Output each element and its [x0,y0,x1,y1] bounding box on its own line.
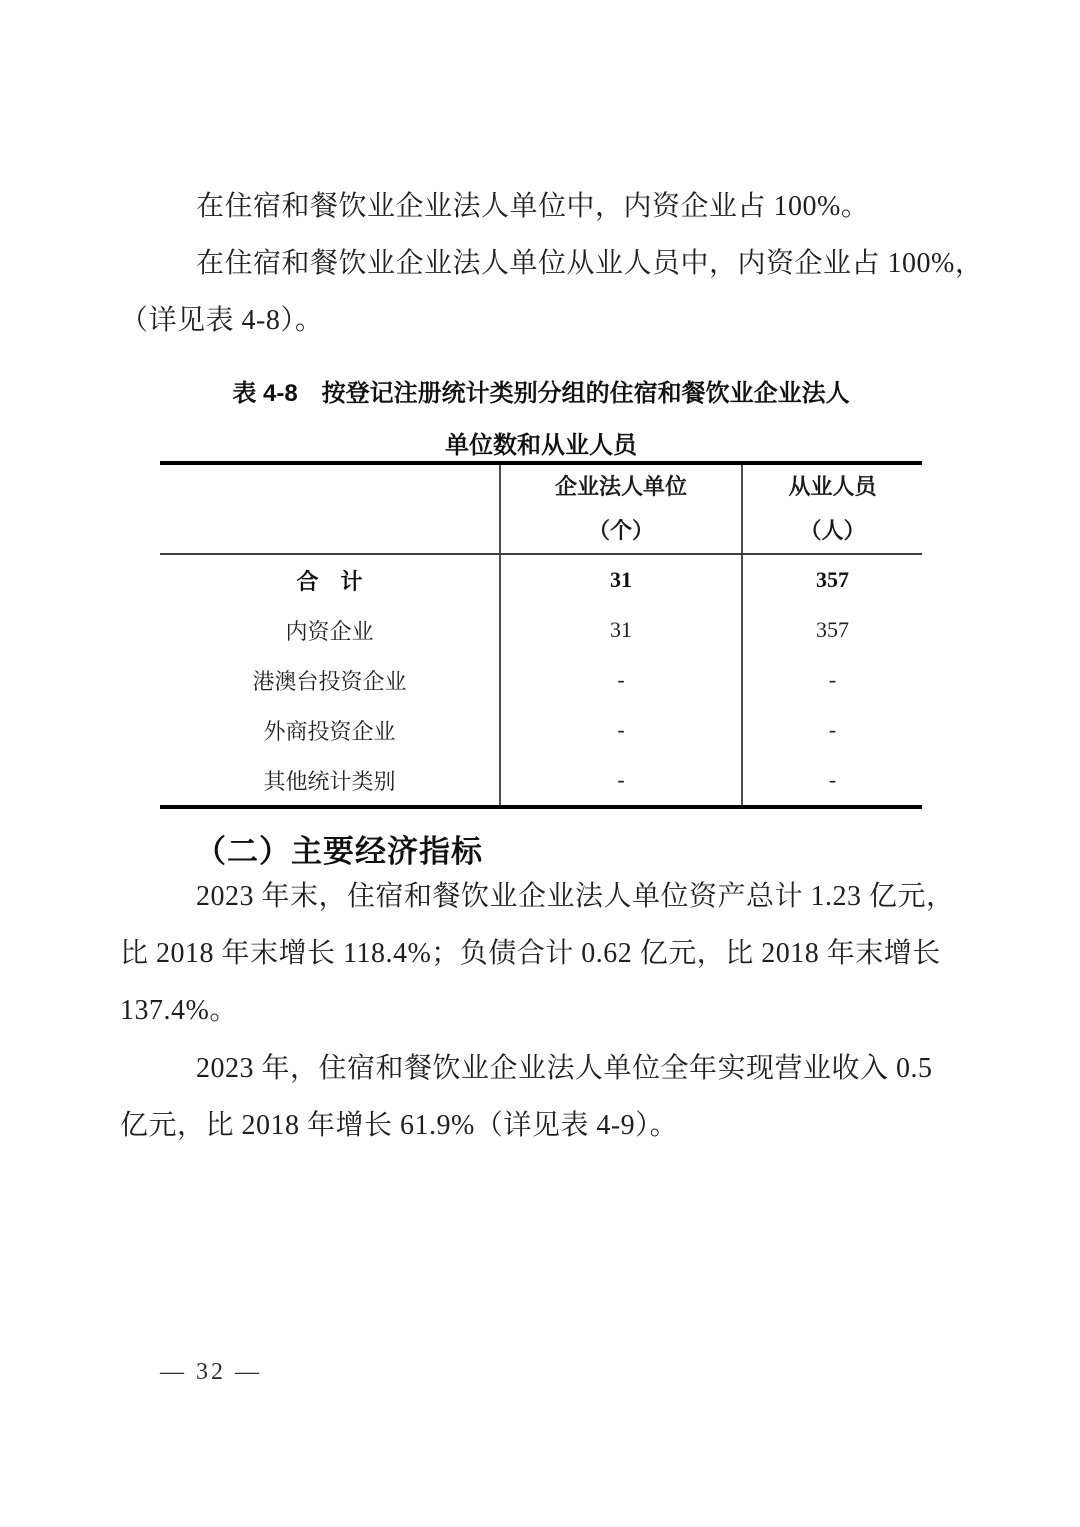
paragraph-line: 在住宿和餐饮业企业法人单位从业人员中，内资企业占 100%， [196,248,984,279]
units-cell: 31 [500,554,742,605]
paragraph-line: （详见表 4-8）。 [120,305,324,336]
table-header-row [160,463,922,554]
table-4-8 [160,461,922,809]
table-row [160,605,922,655]
persons-header-label: 从业人员 [788,474,877,499]
paragraph-3 [120,868,970,1039]
units-cell: - [500,705,742,755]
row-label-cell: 港澳台投资企业 [252,668,407,694]
table-header [160,463,922,554]
paragraph-line: 137.4%。 [120,995,238,1026]
paragraph-line: 在住宿和餐饮业企业法人单位中，内资企业占 100%。 [196,191,870,222]
table-body [160,554,922,807]
persons-header-cell [742,463,922,554]
paragraph-1 [120,178,970,235]
row-label-cell: 合 计 [296,568,363,594]
row-label-cell: 其他统计类别 [263,768,396,794]
row-label-cell: 外商投资企业 [263,718,396,744]
paragraph-4 [120,1040,970,1154]
table-title-line-1: 表 4-8 按登记注册统计类别分组的住宿和餐饮业企业法人 [232,380,850,407]
units-cell: 31 [500,605,742,655]
paragraph-line: 比 2018 年末增长 118.4%；负债合计 0.62 亿元，比 2018 年末增长 [120,938,941,969]
units-header-cell [500,463,742,554]
table-row [160,705,922,755]
table-title-line-2: 单位数和从业人员 [445,432,637,459]
persons-cell: 357 [742,605,922,655]
persons-cell: - [742,705,922,755]
table-row [160,655,922,705]
persons-header-unit: （人） [799,518,866,543]
units-cell: - [500,655,742,705]
top-paragraphs [120,178,984,349]
row-label-cell: 内资企业 [285,618,374,644]
table-row-total [160,554,922,605]
section-heading: （二）主要经济指标 [195,834,483,869]
paragraph-2 [120,235,984,349]
units-header-unit: （个） [587,518,654,543]
persons-cell: - [742,755,922,807]
paragraph-line: 2023 年末，住宿和餐饮业企业法人单位资产总计 1.23 亿元， [196,881,955,912]
units-header-label: 企业法人单位 [554,474,687,499]
paragraph-line: 亿元，比 2018 年增长 61.9%（详见表 4-9）。 [120,1110,679,1141]
table-title [120,368,962,472]
persons-cell: - [742,655,922,705]
persons-cell: 357 [742,554,922,605]
units-cell: - [500,755,742,807]
row-label-header-cell [160,463,500,554]
table-row [160,755,922,807]
page-number: — 32 — [160,1359,262,1385]
paragraph-line: 2023 年，住宿和餐饮业企业法人单位全年实现营业收入 0.5 [196,1053,933,1084]
